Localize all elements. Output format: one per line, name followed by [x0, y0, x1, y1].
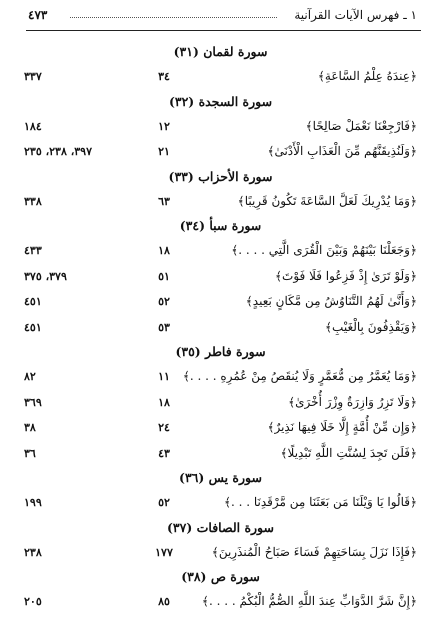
sura-heading: سورة يس (٣٦) — [179, 470, 262, 485]
verse-number: ٣٤ — [158, 70, 170, 83]
verse-entry — [24, 289, 417, 315]
page-number: ٤٧٣ — [28, 8, 48, 22]
verse-entry — [24, 238, 417, 264]
ayah-text: ﴿فَإِذَا نَزَلَ بِسَاحَتِهِمْ فَسَاءَ صَبَاحُ الْمُنذَرِينَ﴾ — [211, 544, 417, 559]
sura-heading: سورة ص (٣٨) — [181, 569, 260, 584]
ayah-text: ﴿وَيَقْذِفُونَ بِالْغَيْبِ﴾ — [325, 319, 417, 334]
verse-entry — [24, 315, 417, 341]
page-references: ٤٥١ — [24, 320, 42, 334]
ayah-text: ﴿وَلَا تَزِرُ وَازِرَةٌ وِزْرَ أُخْرَىٰ﴾ — [288, 394, 417, 409]
page-references: ٣٨ — [24, 421, 36, 434]
page-header — [28, 4, 417, 30]
header-title: ١ ـ فهرس الآيات القرآنية — [294, 8, 417, 22]
ayah-text: ﴿عِندَهُ عِلْمُ السَّاعَةِ﴾ — [317, 69, 417, 83]
ayah-text: ﴿وَلَنُذِيقَنَّهُم مِّنَ الْعَذَابِ الْأَدْنَىٰ﴾ — [267, 144, 417, 158]
page-references: ٣٣٨ — [24, 194, 42, 208]
sura-heading: سورة الأحزاب (٣٣) — [168, 168, 273, 184]
ayah-text: ﴿وَجَعَلْنَا بَيْنَهُمْ وَبَيْنَ الْقُرَى الَّتِي . . . .﴾ — [231, 243, 417, 257]
verse-number: ٦٣ — [158, 194, 170, 208]
page-references: ٢٠٥ — [24, 595, 42, 608]
verse-entry — [24, 264, 417, 290]
verse-index — [24, 40, 417, 615]
page-references: ٤٥١ — [24, 295, 42, 308]
page-references: ٣٧٩، ٣٧٥ — [24, 269, 67, 283]
page-references: ٣٣٧ — [24, 70, 42, 83]
sura-heading: سورة الصافات (٣٧) — [167, 519, 274, 535]
verse-number: ١١ — [158, 370, 170, 383]
verse-entry — [24, 364, 417, 390]
verse-number: ٥٣ — [158, 320, 170, 334]
verse-number: ٥١ — [158, 269, 170, 283]
verse-entry — [24, 490, 417, 516]
verse-entry — [24, 415, 417, 441]
ayah-text: ﴿فَلَن تَجِدَ لِسُنَّتِ اللَّهِ تَبْدِيلًا﴾ — [280, 445, 417, 460]
sura-heading: سورة لقمان (٣١) — [173, 44, 268, 59]
verse-entry — [24, 139, 417, 165]
ayah-text: ﴿إِنَّ شَرَّ الدَّوَابِّ عِندَ اللَّهِ الصُّمُّ الْبُكْمُ . . . .﴾ — [201, 594, 417, 608]
verse-number: ١٧٧ — [155, 545, 173, 559]
page-references: ٣٦ — [24, 446, 36, 460]
verse-number: ٢١ — [158, 145, 170, 158]
page-references: ١٩٩ — [24, 496, 42, 509]
verse-number: ٥٢ — [158, 496, 170, 509]
verse-number: ٤٣ — [158, 446, 170, 460]
ayah-text: ﴿فَارْجِعْنَا نَعْمَلْ صَالِحًا﴾ — [305, 118, 417, 133]
ayah-text: ﴿قَالُوا يَا وَيْلَنَا مَن بَعَثَنَا مِن مَّرْقَدِنَا . . .﴾ — [223, 495, 417, 509]
ayah-text: ﴿وَأَنَّىٰ لَهُمُ التَّنَاوُشُ مِن مَّكَانٍ بَعِيدٍ﴾ — [245, 294, 417, 308]
sura-heading: سورة سبأ (٣٤) — [179, 218, 262, 233]
verse-number: ٨٥ — [158, 595, 170, 608]
verse-entry — [24, 589, 417, 615]
verse-entry — [24, 189, 417, 215]
page-references: ١٨٤ — [24, 119, 42, 133]
page-references: ٣٦٩ — [24, 395, 42, 409]
verse-number: ٥٢ — [158, 295, 170, 308]
header-dot-leader — [70, 17, 277, 18]
page-references: ٣٩٧، ٢٣٨، ٢٣٥ — [24, 145, 92, 158]
verse-entry — [24, 540, 417, 566]
verse-number: ٢٤ — [158, 421, 170, 434]
verse-entry — [24, 114, 417, 140]
ayah-text: ﴿وَمَا يُدْرِيكَ لَعَلَّ السَّاعَةَ تَكُونُ قَرِيبًا﴾ — [237, 193, 417, 208]
verse-entry — [24, 441, 417, 467]
verse-number: ١٢ — [158, 119, 170, 133]
ayah-text: ﴿وَمَا يُعَمَّرُ مِن مُّعَمَّرٍ وَلَا يُنقَصُ مِنْ عُمُرِهِ . . . .﴾ — [182, 369, 417, 383]
verse-number: ١٨ — [158, 395, 170, 409]
sura-heading: سورة فاطر (٣٥) — [175, 344, 266, 359]
sura-heading: سورة السجدة (٣٢) — [168, 93, 273, 109]
verse-number: ١٨ — [158, 244, 170, 257]
header-rule — [26, 30, 421, 31]
verse-entry — [24, 390, 417, 416]
page-references: ٢٣٨ — [24, 545, 42, 559]
page-references: ٤٣٣ — [24, 244, 42, 257]
ayah-text: ﴿وَإِن مِّنْ أُمَّةٍ إِلَّا خَلَا فِيهَا نَذِيرٌ﴾ — [267, 420, 417, 434]
ayah-text: ﴿وَلَوْ تَرَىٰ إِذْ فَزِعُوا فَلَا فَوْتَ﴾ — [275, 268, 417, 283]
page-references: ٨٢ — [24, 370, 36, 383]
verse-entry — [24, 64, 417, 90]
